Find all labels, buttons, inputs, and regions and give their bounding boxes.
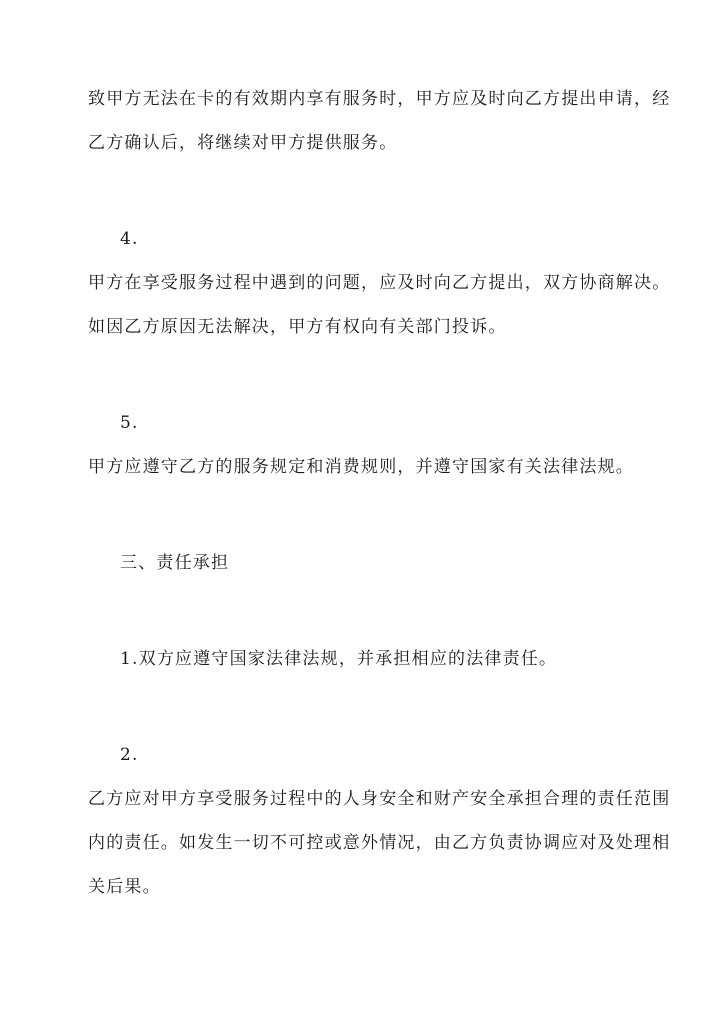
paragraph-line: 致甲方无法在卡的有效期内享有服务时，甲方应及时向乙方提出申请，经 xyxy=(88,89,671,109)
paragraph-line: 甲方在享受服务过程中遇到的问题，应及时向乙方提出，双方协商解决。 xyxy=(88,273,671,293)
paragraph-line: 甲方应遵守乙方的服务规定和消费规则，并遵守国家有关法律法规。 xyxy=(88,457,634,477)
paragraph-line: 关后果。 xyxy=(88,877,161,897)
section-heading: 三、责任承担 xyxy=(120,553,230,573)
item-number: 5. xyxy=(120,413,139,433)
paragraph-line: 乙方应对甲方享受服务过程中的人身安全和财产安全承担合理的责任范围 xyxy=(88,789,671,809)
paragraph-line: 如因乙方原因无法解决，甲方有权向有关部门投诉。 xyxy=(88,317,507,337)
item-number: 4. xyxy=(120,229,139,249)
item-number: 2. xyxy=(120,745,139,765)
list-item: 1.双方应遵守国家法律法规，并承担相应的法律责任。 xyxy=(120,649,558,669)
paragraph-line: 乙方确认后，将继续对甲方提供服务。 xyxy=(88,133,398,153)
paragraph-line: 内的责任。如发生一切不可控或意外情况，由乙方负责协调应对及处理相 xyxy=(88,833,671,853)
